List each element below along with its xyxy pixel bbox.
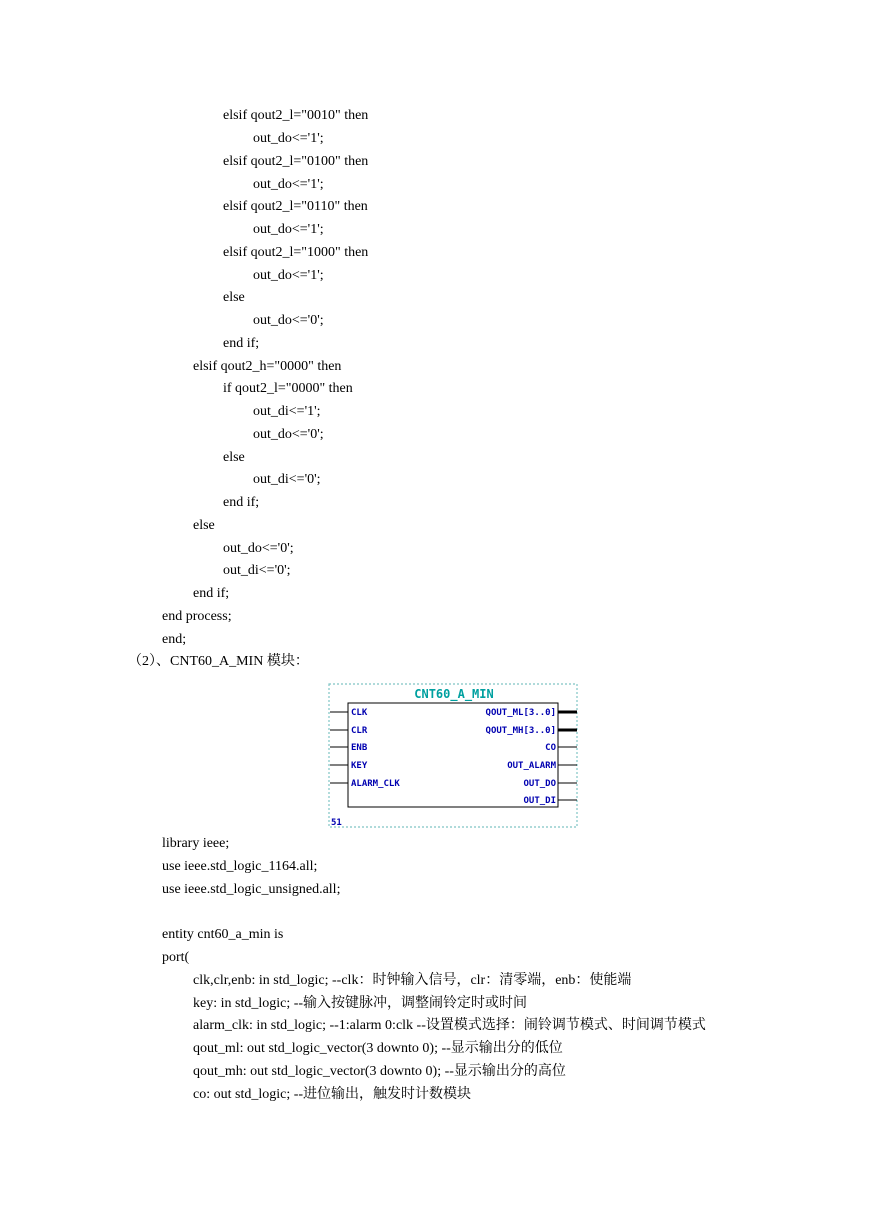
code-line: out_do<='0'; [223,541,294,556]
code-line: else [193,518,215,533]
code-line: elsif qout2_l="0100" then [223,154,369,169]
pin-out-di: OUT_DI [523,796,556,806]
pin-key: KEY [351,761,368,771]
pin-alarm-clk: ALARM_CLK [351,779,400,789]
pin-qout-mh: QOUT_MH[3..0] [485,726,556,736]
code-line: library ieee; [162,836,230,851]
code-line: clk,clr,enb: in std_logic; --clk：时钟输入信号，clr：清零端，enb：使能端 [193,973,632,988]
section-heading: （2）、CNT60_A_MIN 模块： [128,654,309,669]
code-line: elsif qout2_l="1000" then [223,245,369,260]
block-symbol-figure [328,683,578,828]
instance-label: 51 [331,818,342,828]
code-line: if qout2_l="0000" then [223,381,353,396]
code-line: port( [162,950,190,965]
code-line: co: out std_logic; --进位输出，触发时计数模块 [193,1087,472,1102]
code-line: out_di<='1'; [253,404,321,419]
code-line: out_di<='0'; [223,563,291,578]
code-line: key: in std_logic; --输入按键脉冲，调整闹铃定时或时间 [193,996,528,1011]
code-line: alarm_clk: in std_logic; --1:alarm 0:clk --设置模式选择：闹铃调节模式、时间调节模式 [193,1018,706,1033]
code-line: elsif qout2_l="0110" then [223,199,368,214]
code-line: out_do<='1'; [253,268,324,283]
code-line: end; [162,632,187,647]
pin-clr: CLR [351,726,368,736]
code-line: end if; [223,495,260,510]
pin-clk: CLK [351,708,368,718]
code-line: use ieee.std_logic_1164.all; [162,859,318,874]
code-line: elsif qout2_h="0000" then [193,359,342,374]
code-line: out_do<='0'; [253,427,324,442]
code-line: out_di<='0'; [253,472,321,487]
pin-enb: ENB [351,743,368,753]
code-line: out_do<='1'; [253,131,324,146]
pin-out-alarm: OUT_ALARM [507,761,556,771]
code-line: else [223,290,245,305]
code-line: else [223,450,245,465]
code-line: end if; [193,586,230,601]
pin-qout-ml: QOUT_ML[3..0] [485,708,556,718]
pin-out-do: OUT_DO [523,779,556,789]
code-line: qout_mh: out std_logic_vector(3 downto 0); --显示输出分的高位 [193,1064,566,1079]
pin-co: CO [545,743,556,753]
code-line: out_do<='0'; [253,313,324,328]
code-line: out_do<='1'; [253,177,324,192]
code-line: use ieee.std_logic_unsigned.all; [162,882,341,897]
code-line: entity cnt60_a_min is [162,927,284,942]
code-line: end process; [162,609,232,624]
code-line: out_do<='1'; [253,222,324,237]
code-line: qout_ml: out std_logic_vector(3 downto 0); --显示输出分的低位 [193,1041,563,1056]
code-line: end if; [223,336,260,351]
symbol-title: CNT60_A_MIN [414,687,494,701]
code-line: elsif qout2_l="0010" then [223,108,369,123]
